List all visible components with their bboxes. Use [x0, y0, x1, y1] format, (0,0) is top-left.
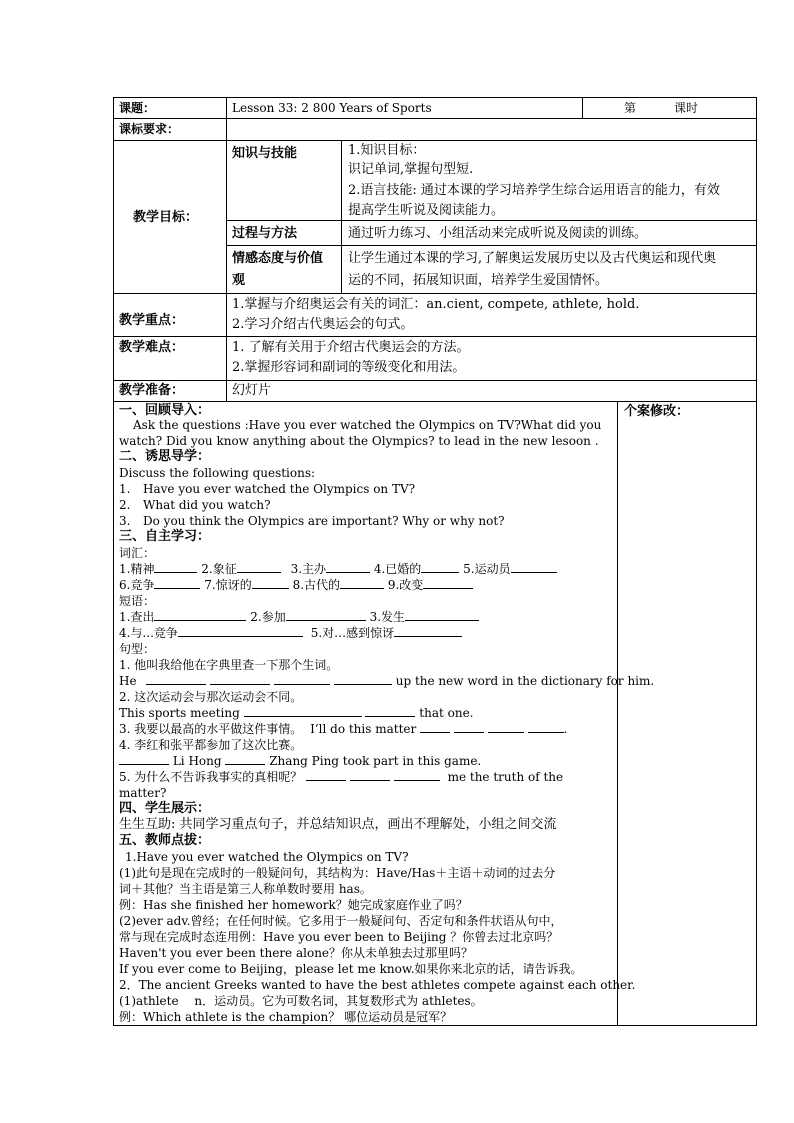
answer-blank[interactable]	[274, 673, 330, 685]
sentence-text: me the truth of the	[447, 770, 564, 784]
answer-blank[interactable]	[528, 721, 564, 733]
answer-blank[interactable]	[350, 769, 390, 781]
key-points-label: 教学重点：	[119, 313, 185, 328]
answer-blank[interactable]	[154, 577, 200, 589]
sentence-text: I’ll do this matter	[310, 722, 417, 736]
sentence-text: .	[563, 722, 568, 736]
sentence-label: 句型：	[119, 642, 156, 656]
emotion-label-2: 观	[232, 273, 246, 288]
sentence-text: that one.	[419, 706, 474, 720]
period-prefix: 第	[624, 101, 637, 115]
vocab-item: 8.古代的	[292, 578, 341, 592]
title-label: 课题：	[119, 101, 156, 115]
teacher-point-6: 常与现在完成时态连用例：Have you ever been to Beijing ？你曾去过北京吗？	[119, 930, 559, 944]
answer-blank[interactable]	[511, 561, 557, 573]
sentence-5	[119, 769, 563, 785]
answer-blank[interactable]	[210, 673, 270, 685]
knowledge-line-4: 提高学生听说及阅读能力。	[348, 203, 505, 218]
teacher-point-10: (1)athlete n．运动员。它为可数名词，其复数形式为 athletes。	[119, 994, 483, 1008]
answer-blank[interactable]	[423, 577, 473, 589]
teacher-point-1: 1.Have you ever watched the Olympics on TV?	[125, 850, 409, 864]
section-1-line-1: Ask the questions :Have you ever watched the Olympics on TV?What did you	[133, 418, 602, 432]
discuss-intro: Discuss the following questions:	[119, 466, 316, 480]
vocab-row-1	[119, 561, 557, 577]
teacher-point-3: 词＋其他？当主语是第三人称单数时要用 has。	[119, 882, 372, 896]
answer-blank[interactable]	[334, 673, 392, 685]
preparation-value: 幻灯片	[232, 383, 272, 398]
vocab-item: 2.象征	[201, 562, 237, 576]
answer-blank[interactable]	[420, 721, 450, 733]
section-1-title: 一、回顾导入：	[119, 403, 211, 418]
answer-blank[interactable]	[454, 721, 484, 733]
vocab-item: 6.竞争	[119, 578, 155, 592]
emotion-label-1: 情感态度与价值	[232, 251, 324, 266]
section-3-title: 三、自主学习：	[119, 529, 211, 544]
process-label: 过程与方法	[232, 226, 298, 241]
question-3-number: 3.	[119, 514, 131, 528]
vocab-item: 3.主办	[290, 562, 327, 576]
teacher-point-8: If you ever come to Beijing，please let me know.如果你来北京的话，请告诉我。	[119, 962, 583, 976]
phrase-item: 4.与...竞争	[119, 626, 178, 640]
difficulties-label: 教学难点：	[119, 340, 185, 355]
sentence-2-english	[119, 705, 474, 721]
vocab-label: 词汇：	[119, 546, 156, 560]
answer-blank[interactable]	[306, 769, 346, 781]
sentence-4-english	[119, 753, 481, 769]
answer-blank[interactable]	[119, 753, 169, 765]
sentence-3-chinese: 3. 我要以最高的水平做这件事情。	[119, 722, 303, 736]
teacher-point-4: 例：Has she finished her homework？她完成家庭作业了吗？	[119, 898, 468, 912]
period-suffix: 课时	[674, 101, 699, 115]
phrase-item: 2.参加	[250, 610, 286, 624]
vocab-item: 1.精神	[119, 562, 155, 576]
answer-blank[interactable]	[326, 561, 370, 573]
sentence-2-chinese: 2. 这次运动会与那次运动会不同。	[119, 690, 303, 704]
phrase-label: 短语：	[119, 594, 156, 608]
answer-blank[interactable]	[154, 609, 246, 621]
phrase-row-2	[119, 625, 462, 641]
phrase-item: 1.查出	[119, 610, 155, 624]
sentence-text: Li Hong	[172, 754, 222, 768]
standard-label: 课标要求：	[119, 122, 180, 136]
question-2-number: 2.	[119, 498, 131, 512]
knowledge-line-3: 2.语言技能: 通过本课的学习培养学生综合运用语言的能力，有效	[348, 183, 720, 198]
answer-blank[interactable]	[244, 705, 362, 717]
sentence-4-chinese: 4. 李红和张平都参加了这次比赛。	[119, 738, 303, 752]
answer-blank[interactable]	[178, 625, 303, 637]
answer-blank[interactable]	[421, 561, 459, 573]
revision-label: 个案修改：	[624, 404, 690, 419]
difficulties-line-1: 1. 了解有关用于介绍古代奥运会的方法。	[232, 340, 470, 355]
teacher-point-2: (1)此句是现在完成时的一般疑问句，其结构为：Have/Has＋主语＋动词的过去分	[119, 866, 556, 880]
answer-blank[interactable]	[488, 721, 524, 733]
vocab-item: 4.已婚的	[373, 562, 422, 576]
knowledge-label: 知识与技能	[232, 146, 298, 161]
difficulties-line-2: 2.掌握形容词和副词的等级变化和用法。	[232, 360, 466, 375]
teacher-point-9: 2．The ancient Greeks wanted to have the best athletes compete against each other.	[119, 978, 636, 992]
sentence-1-chinese: 1. 他叫我给他在字典里查一下那个生词。	[119, 658, 339, 672]
process-text: 通过听力练习、小组活动来完成听说及阅读的训练。	[348, 226, 648, 241]
vocab-item: 7.惊讶的	[204, 578, 252, 592]
section-2-title: 二、诱思导学：	[119, 449, 211, 464]
answer-blank[interactable]	[286, 609, 366, 621]
question-1: Have you ever watched the Olympics on TV?	[143, 482, 416, 496]
sentence-text: Zhang Ping took part in this game.	[269, 754, 482, 768]
answer-blank[interactable]	[365, 705, 415, 717]
teacher-point-5: (2)ever adv.曾经；在任何时候。它多用于一般疑问句、否定句和条件状语从句中，	[119, 914, 563, 928]
answer-blank[interactable]	[154, 561, 197, 573]
teacher-point-11: 例：Which athlete is the champion？ 哪位运动员是冠军？	[119, 1010, 453, 1024]
question-1-number: 1.	[119, 482, 131, 496]
sentence-5-chinese: 5. 为什么不告诉我事实的真相呢？	[119, 770, 303, 784]
answer-blank[interactable]	[394, 625, 462, 637]
preparation-label: 教学准备：	[119, 383, 185, 398]
answer-blank[interactable]	[340, 577, 384, 589]
question-3: Do you think the Olympics are important? Why or why not?	[143, 514, 505, 528]
sentence-text: This sports meeting	[119, 706, 240, 720]
knowledge-line-1: 1.知识目标：	[348, 143, 426, 158]
phrase-row-1	[119, 609, 479, 625]
answer-blank[interactable]	[237, 561, 281, 573]
emotion-line-2: 运的不同，拓展知识面，培养学生爱国情怀。	[348, 273, 609, 288]
knowledge-line-2: 识记单词,掌握句型短.	[348, 162, 474, 177]
answer-blank[interactable]	[225, 753, 265, 765]
phrase-item: 3.发生	[369, 610, 406, 624]
section-1-line-2: watch? Did you know anything about the Olympics? to lead in the new lesoon .	[119, 434, 599, 448]
sentence-1-english	[119, 673, 654, 689]
section-5-title: 五、教师点拔：	[119, 833, 211, 848]
vocab-row-2	[119, 577, 473, 593]
section-4-title: 四、学生展示：	[119, 801, 211, 816]
sentence-text: up the new word in the dictionary for him.	[395, 674, 655, 688]
sentence-5-continuation: matter?	[119, 786, 167, 800]
answer-blank[interactable]	[405, 609, 479, 621]
objectives-label: 教学目标：	[133, 210, 199, 225]
key-points-line-2: 2.学习介绍古代奥运会的句式。	[232, 317, 414, 332]
emotion-line-1: 让学生通过本课的学习,了解奥运发展历史以及古代奥运和现代奥	[348, 251, 717, 266]
answer-blank[interactable]	[394, 769, 440, 781]
answer-blank[interactable]	[252, 577, 289, 589]
sentence-text: He	[119, 674, 137, 688]
sentence-3	[119, 721, 567, 737]
lesson-title: Lesson 33: 2 800 Years of Sports	[232, 101, 432, 115]
question-2: What did you watch?	[143, 498, 271, 512]
phrase-item: 5.对…感到惊讶	[310, 626, 395, 640]
section-4-text: 生生互助: 共同学习重点句子，并总结知识点，画出不理解处，小组之间交流	[119, 817, 557, 832]
key-points-line-1: 1.掌握与介绍奥运会有关的词汇：an.cient, compete, athlete, hold.	[232, 297, 640, 312]
teacher-point-7: Haven't you ever been there alone？你从未单独去过那里吗？	[119, 946, 474, 960]
answer-blank[interactable]	[146, 673, 206, 685]
vocab-item: 9.改变	[387, 578, 424, 592]
vocab-item: 5.运动员	[463, 562, 511, 576]
